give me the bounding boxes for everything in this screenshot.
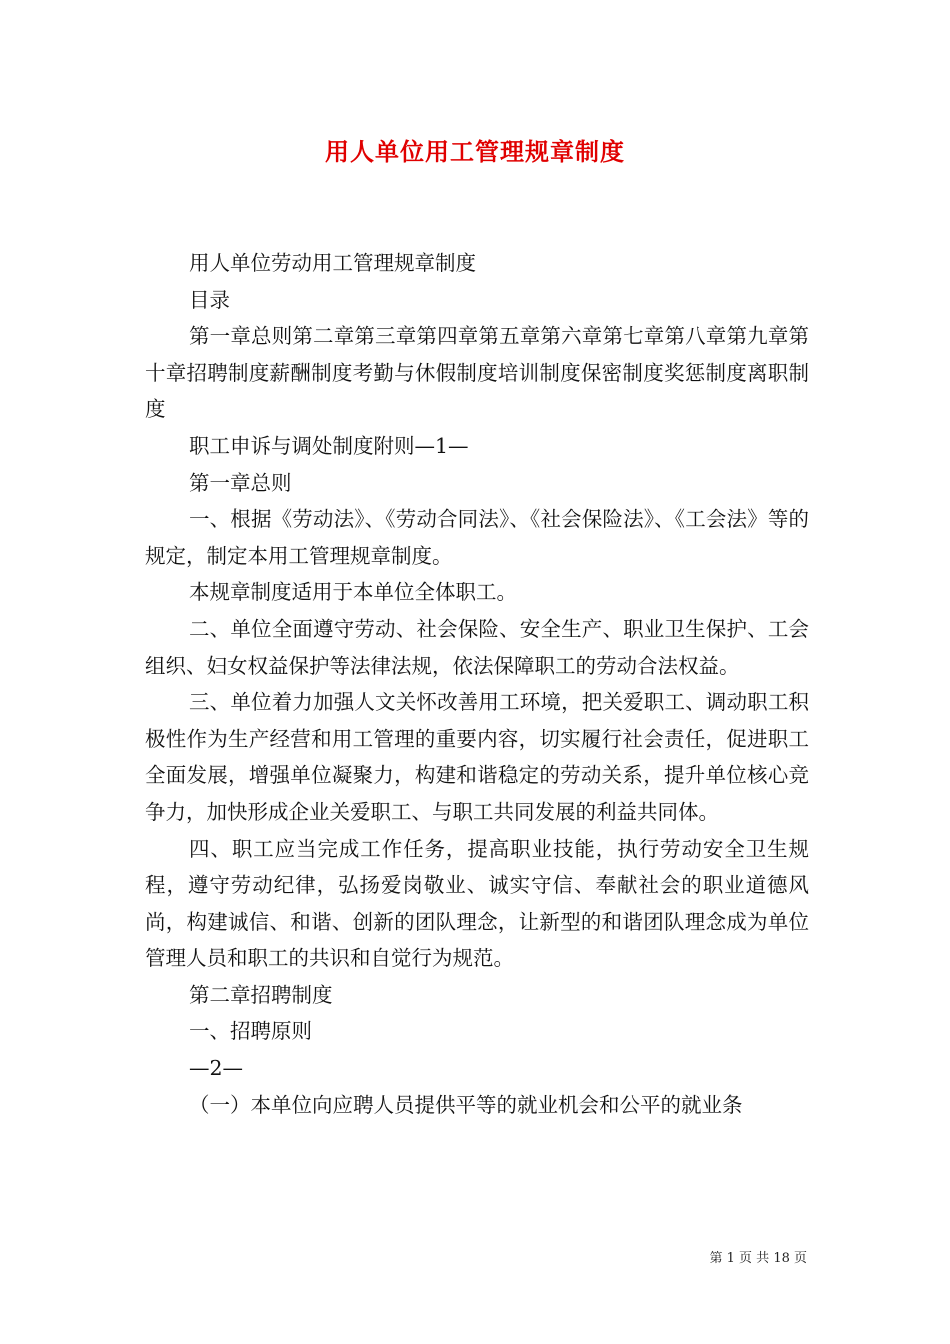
paragraph: —2— bbox=[189, 1056, 244, 1081]
paragraph: 第二章招聘制度 bbox=[189, 982, 333, 1007]
paragraph: 用人单位劳动用工管理规章制度 bbox=[189, 251, 476, 275]
paragraph: 目录 bbox=[189, 287, 230, 312]
paragraph: 二、单位全面遵守劳动、社会保险、安全生产、职业卫生保护、工会组织、妇女权益保护等法律法规，依法保障职工的劳动合法权益。 bbox=[145, 616, 809, 678]
paragraph: 第一章总则第二章第三章第四章第五章第六章第七章第八章第九章第十章招聘制度薪酬制度考勤与休假制度培训制度保密制度奖惩制度离职制度 bbox=[145, 324, 809, 422]
paragraph: 一、根据《劳动法》、《劳动合同法》、《社会保险法》、《工会法》等的规定，制定本用工管理规章制度。 bbox=[145, 507, 809, 568]
document-title: 用人单位用工管理规章制度 bbox=[325, 138, 625, 166]
page-number: 第 1 页 共 18 页 bbox=[709, 1251, 807, 1266]
paragraph: 四、职工应当完成工作任务，提高职业技能，执行劳动安全卫生规程，遵守劳动纪律，弘扬爱岗敬业、诚实守信、奉献社会的职业道德风尚，构建诚信、和谐、创新的团队理念，让新型的和谐团队理念成为单位管理人员和职工的共识和自觉行为规范。 bbox=[145, 836, 809, 971]
paragraph: 职工申诉与调处制度附则—1— bbox=[189, 433, 469, 458]
paragraph: 三、单位着力加强人文关怀改善用工环境，把关爱职工、调动职工积极性作为生产经营和用工管理的重要内容，切实履行社会责任，促进职工全面发展，增强单位凝聚力，构建和谐稳定的劳动关系，提升单位核心竞争力，加快形成企业关爱职工、与职工共同发展的利益共同体。 bbox=[145, 690, 809, 824]
paragraph: 本规章制度适用于本单位全体职工。 bbox=[189, 580, 517, 605]
document-body bbox=[145, 245, 809, 1123]
paragraph: 第一章总则 bbox=[189, 470, 292, 495]
paragraph: （一）本单位向应聘人员提供平等的就业机会和公平的就业条 bbox=[189, 1092, 743, 1117]
paragraph: 一、招聘原则 bbox=[189, 1019, 312, 1044]
